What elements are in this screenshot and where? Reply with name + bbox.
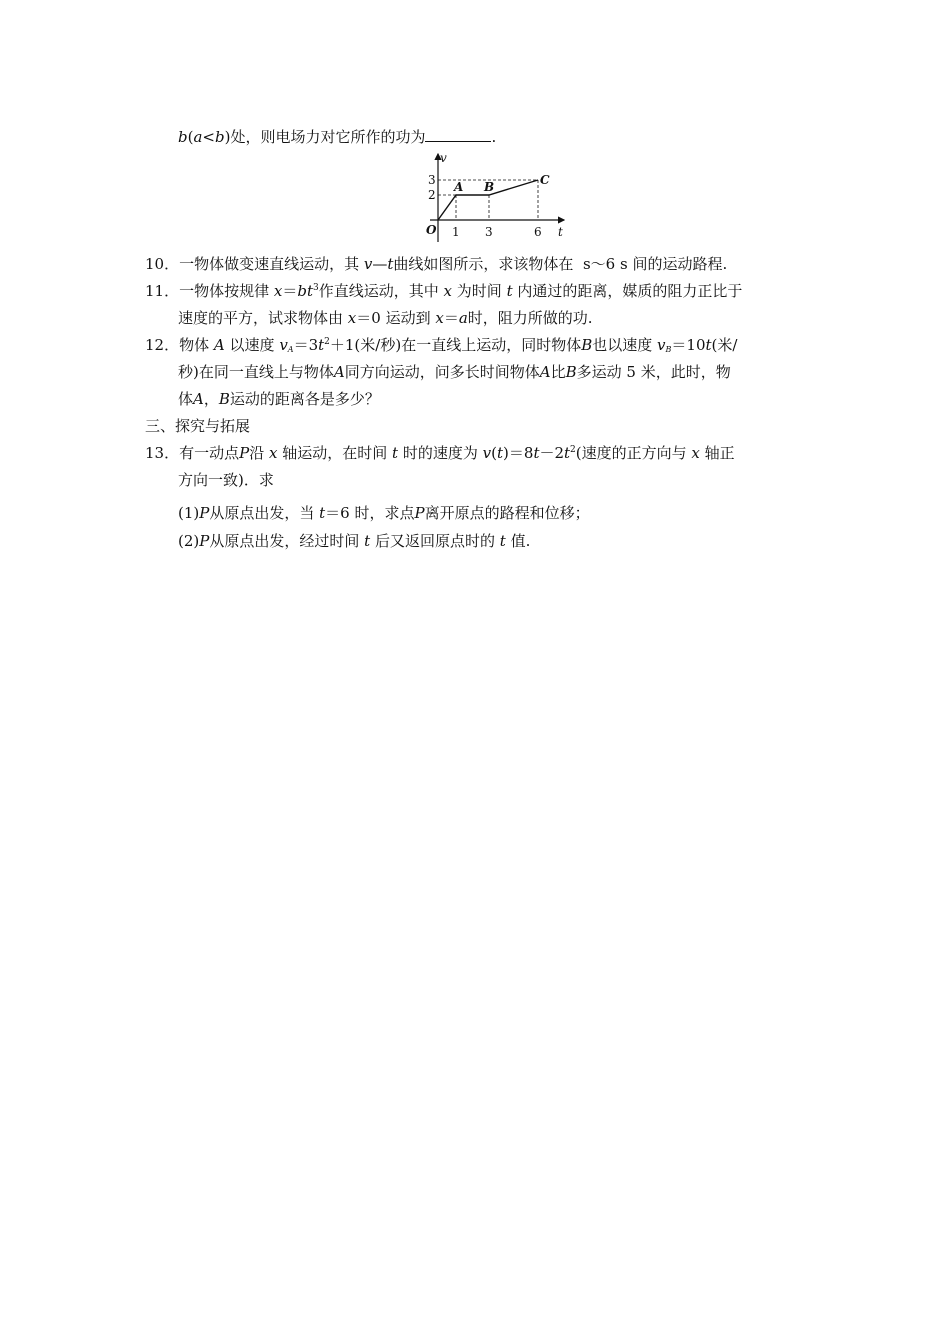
var-a: a [193, 128, 203, 146]
less-than: < [202, 128, 215, 146]
text: 从原点出发，经过时间 [209, 532, 360, 550]
var-B: B [218, 390, 230, 408]
var-A: A [193, 390, 204, 408]
var-v: v [482, 444, 492, 462]
text: 多运动 5 米，此时，物 [576, 363, 731, 381]
var-P: P [414, 504, 425, 522]
var-B: B [565, 363, 577, 381]
var-t: t [499, 532, 506, 550]
problem-number: 11． [145, 282, 180, 300]
text: 离开原点的路程和位移； [424, 504, 590, 522]
text: －2 [539, 444, 565, 462]
text: 物体 [179, 336, 210, 354]
point-a-label: A [454, 180, 464, 194]
var-b: b [215, 128, 225, 146]
var-v: v [363, 255, 373, 273]
var-t: t [705, 336, 712, 354]
var-t: t [318, 336, 325, 354]
var-x: x [269, 444, 278, 462]
text: 有一动点 [179, 444, 240, 462]
text: 为时间 [456, 282, 502, 300]
var-t: t [506, 282, 513, 300]
text: (米/ [711, 336, 738, 354]
text: (2) [178, 532, 200, 550]
problem-12-line-3 [178, 389, 380, 409]
var-t: t [564, 444, 571, 462]
problem-13-part-1 [178, 503, 590, 523]
subscript: B [665, 345, 672, 354]
text: 以速度 [229, 336, 275, 354]
text: 曲线如图所示，求该物体在 [393, 255, 574, 273]
var-x: x [273, 282, 283, 300]
text: 也以速度 [592, 336, 653, 354]
problem-13-line-2: 方向一致)．求 [178, 471, 274, 489]
var-B: B [581, 336, 593, 354]
text: 作直线运动，其中 [318, 282, 439, 300]
problem-9-text: 处，则电场力对它所作的功为 [230, 128, 426, 146]
var-x: x [691, 444, 700, 462]
text: 沿 [249, 444, 265, 462]
text: 轴正 [704, 444, 735, 462]
text: ＝6 时，求点 [325, 504, 415, 522]
text: ＝10 [671, 336, 706, 354]
text: s～6 [582, 255, 616, 273]
text: 时的速度为 [402, 444, 478, 462]
section-heading: 三、探究与拓展 [145, 417, 251, 435]
var-P: P [199, 532, 210, 550]
text: 一物体做变速直线运动，其 [179, 255, 360, 273]
text: 同方向运动，问多长时间物体 [344, 363, 540, 381]
problem-number: 13． [145, 444, 180, 462]
period: . [491, 128, 497, 146]
exponent: 2 [324, 337, 330, 347]
x-tick-6: 6 [534, 225, 542, 239]
problem-13-part-2 [178, 531, 530, 551]
var-t: t [306, 282, 314, 300]
text: (1) [178, 504, 200, 522]
var-t: t [497, 444, 504, 462]
var-v: v [279, 336, 288, 354]
paren: ( [187, 128, 194, 146]
paren: ) [224, 128, 231, 146]
problem-11-line-2 [178, 308, 593, 328]
problem-number: 12． [145, 336, 180, 354]
text: 从原点出发，当 [209, 504, 315, 522]
axis-label-v: v [440, 151, 447, 165]
var-P: P [199, 504, 210, 522]
vt-graph [412, 150, 572, 248]
x-tick-3: 3 [485, 225, 493, 239]
var-A: A [213, 336, 225, 354]
problem-number: 10． [145, 255, 180, 273]
problem-9-tail [178, 127, 496, 147]
text: 秒)在同一直线上与物体 [178, 363, 334, 381]
var-b: b [178, 128, 188, 146]
var-x: x [347, 309, 357, 327]
x-tick-1: 1 [452, 225, 460, 239]
text: 后又返回原点时的 [374, 532, 495, 550]
var-b: b [297, 282, 307, 300]
origin-label: O [426, 223, 437, 237]
text: ， [203, 390, 219, 408]
var-t: t [364, 532, 371, 550]
text: ＋1(米/秒)在一直线上运动，同时物体 [329, 336, 582, 354]
var-t: t [319, 504, 326, 522]
var-x: x [435, 309, 444, 327]
text: 一物体按规律 [179, 282, 270, 300]
text: 运动的距离各是多少？ [229, 390, 380, 408]
text: s 间的运动路程. [620, 255, 728, 273]
var-t: t [533, 444, 540, 462]
text: 值. [510, 532, 531, 550]
var-x: x [443, 282, 453, 300]
problem-11-line-1 [145, 281, 742, 301]
problem-10 [145, 254, 727, 274]
text: (速度的正方向与 [575, 444, 687, 462]
var-P: P [239, 444, 250, 462]
answer-blank[interactable] [425, 127, 491, 142]
text: 轴运动，在时间 [282, 444, 388, 462]
var-t: t [392, 444, 399, 462]
text: ( [491, 444, 497, 462]
var-A: A [539, 363, 551, 381]
subscript: A [287, 345, 294, 354]
text: )＝8 [503, 444, 534, 462]
axis-label-t: t [558, 225, 563, 239]
point-b-label: B [484, 180, 495, 194]
var-A: A [333, 363, 345, 381]
point-c-label: C [540, 173, 550, 187]
text: ＝ [282, 282, 298, 300]
y-tick-2: 2 [428, 188, 436, 202]
text: ＝3 [293, 336, 319, 354]
problem-12-line-1 [145, 335, 737, 355]
text: 内通过的距离，媒质的阻力正比于 [517, 282, 743, 300]
text: 比 [550, 363, 566, 381]
y-tick-3: 3 [428, 173, 436, 187]
problem-12-line-2 [178, 362, 731, 382]
text: 时，阻力所做的功. [467, 309, 593, 327]
var-a: a [458, 309, 468, 327]
var-t: t [387, 255, 394, 273]
problem-13-line-1 [145, 443, 735, 463]
exponent: 3 [313, 283, 319, 293]
text: ＝0 运动到 [356, 309, 431, 327]
text: 体 [178, 390, 194, 408]
text: 速度的平方，试求物体由 [178, 309, 344, 327]
exponent: 2 [570, 445, 576, 455]
var-v: v [657, 336, 666, 354]
dash: — [372, 255, 388, 273]
text: ＝ [443, 309, 459, 327]
